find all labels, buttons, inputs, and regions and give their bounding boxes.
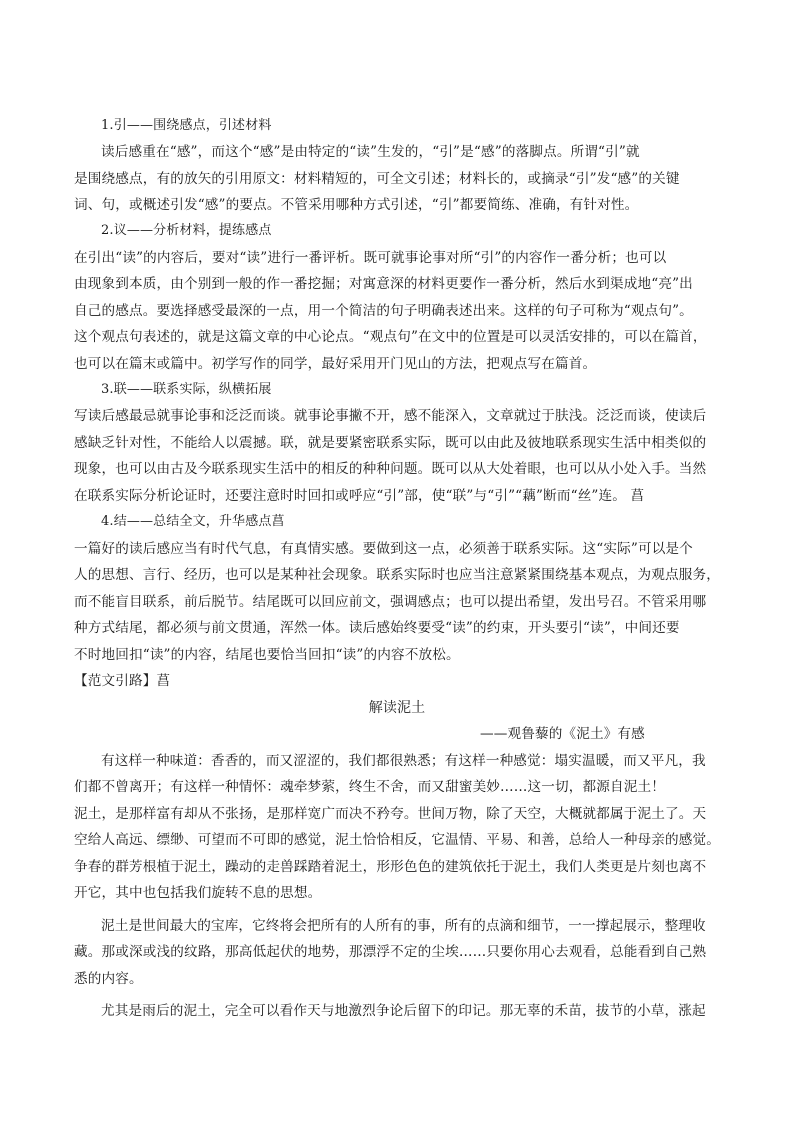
section-2-line-3: 自己的感点。要选择感受最深的一点，用一个简洁的句子明确表述出来。这样的句子可称为“观点句”。 xyxy=(74,303,693,319)
example-line-10: 尤其是雨后的泥土，完全可以看作天与地激烈争论后留下的印记。那无辜的禾苗，拔节的小草，涨起 xyxy=(101,1003,706,1019)
section-3-line-3: 现象，也可以由古及今联系现实生活中的相反的种种问题。既可以从大处着眼，也可以从小处入手。当然 xyxy=(74,461,707,477)
example-line-8: 藏。那或深或浅的纹路，那高低起伏的地势，那漂浮不定的尘埃……只要你用心去观看，总能看到自己熟 xyxy=(74,944,707,960)
section-4-line-2: 人的思想、言行、经历，也可以是某种社会现象。联系实际时也应当注意紧紧围绕基本观点，为观点服务， xyxy=(74,567,720,583)
example-line-4: 空给人高远、缥缈、可望而不可即的感觉，泥土恰恰相反，它温情、平易、和善，总给人一种母亲的感觉。 xyxy=(74,832,720,848)
section-2-line-1: 在引出“读”的内容后，要对“读”进行一番评析。既可就事论事对所“引”的内容作一番分析；也可以 xyxy=(74,250,667,266)
example-subtitle: ——观鲁藜的《泥土》有感 xyxy=(480,726,645,742)
section-3-heading: 3.联——联系实际，纵横拓展 xyxy=(101,382,272,397)
section-3-line-2: 感缺乏针对性，不能给人以震撼。联，就是要紧密联系实际，既可以由此及彼地联系现实生活中相类似的 xyxy=(74,435,707,451)
example-line-7: 泥土是世间最大的宝库，它终将会把所有的人所有的事，所有的点滴和细节，一一撑起展示，整理收 xyxy=(101,918,706,934)
section-1-line-2: 是围绕感点，有的放矢的引用原文：材料精短的，可全文引述；材料长的，或摘录“引”发“感”的关键 xyxy=(74,171,680,187)
example-line-3: 泥土，是那样富有却从不张扬，是那样宽广而决不矜夸。世间万物，除了天空，大概就都属于泥土了。天 xyxy=(74,806,707,822)
section-4-line-5: 不时地回扣“读”的内容，结尾也要恰当回扣“读”的内容不放松。 xyxy=(74,647,460,663)
section-4-heading: 4.结——总结全文，升华感点菖 xyxy=(101,514,285,529)
section-4-line-3: 而不能盲目联系，前后脱节。结尾既可以回应前文，强调感点；也可以提出希望，发出号召。不管采用哪 xyxy=(74,594,707,610)
section-2-line-2: 由现象到本质，由个别到一般的作一番挖掘；对寓意深的材料更要作一番分析，然后水到渠成地“亮”出 xyxy=(74,276,693,292)
section-1-line-3: 词、句，或概述引发“感”的要点。不管采用哪种方式引述，“引”都要简练、准确，有针对性。 xyxy=(74,197,639,213)
example-title: 解读泥土 xyxy=(368,700,426,716)
section-4-line-1: 一篇好的读后感应当有时代气息，有真情实感。要做到这一点，必须善于联系实际。这“实际”可以是个 xyxy=(74,541,693,557)
example-line-9: 悉的内容。 xyxy=(74,971,143,987)
section-4-line-4: 种方式结尾，都必须与前文贯通，浑然一体。读后感始终要受“读”的约束，开头要引“读”，中间还要 xyxy=(74,620,680,636)
example-line-6: 开它，其中也包括我们旋转不息的思想。 xyxy=(74,885,322,901)
section-3-line-4: 在联系实际分析论证时，还要注意时时回扣或呼应“引”部，使“联”与“引”“藕”断而“丝”连。 菖 xyxy=(74,488,645,504)
section-2-line-4: 这个观点句表述的，就是这篇文章的中心论点。“观点句”在文中的位置是可以灵活安排的，可以在篇首， xyxy=(74,329,707,345)
example-label: 【范文引路】菖 xyxy=(74,673,171,689)
example-line-1: 有这样一种味道：香香的，而又涩涩的，我们都很熟悉；有这样一种感觉：塌实温暖，而又平凡，我 xyxy=(101,753,706,769)
section-2-line-5: 也可以在篇末或篇中。初学写作的同学，最好采用开门见山的方法，把观点写在篇首。 xyxy=(74,356,597,372)
section-2-heading: 2.议——分析材料，提练感点 xyxy=(101,223,272,238)
example-line-5: 争春的群芳根植于泥土，躁动的走兽踩踏着泥土，形形色色的建筑依托于泥土，我们人类更是片刻也离不 xyxy=(74,859,707,875)
example-line-2: 们都不曾离开；有这样一种情怀：魂牵梦萦，终生不舍，而又甜蜜美妙……这一切，都源自泥土！ xyxy=(74,779,665,795)
section-3-line-1: 写读后感最忌就事论事和泛泛而谈。就事论事撇不开，感不能深入，文章就过于肤浅。泛泛而谈，使读后 xyxy=(74,408,707,424)
section-1-heading: 1.引——围绕感点，引述材料 xyxy=(101,118,272,133)
section-1-line-1: 读后感重在“感”，而这个“感”是由特定的“读”生发的，“引”是“感”的落脚点。所谓“引”就 xyxy=(101,144,640,160)
